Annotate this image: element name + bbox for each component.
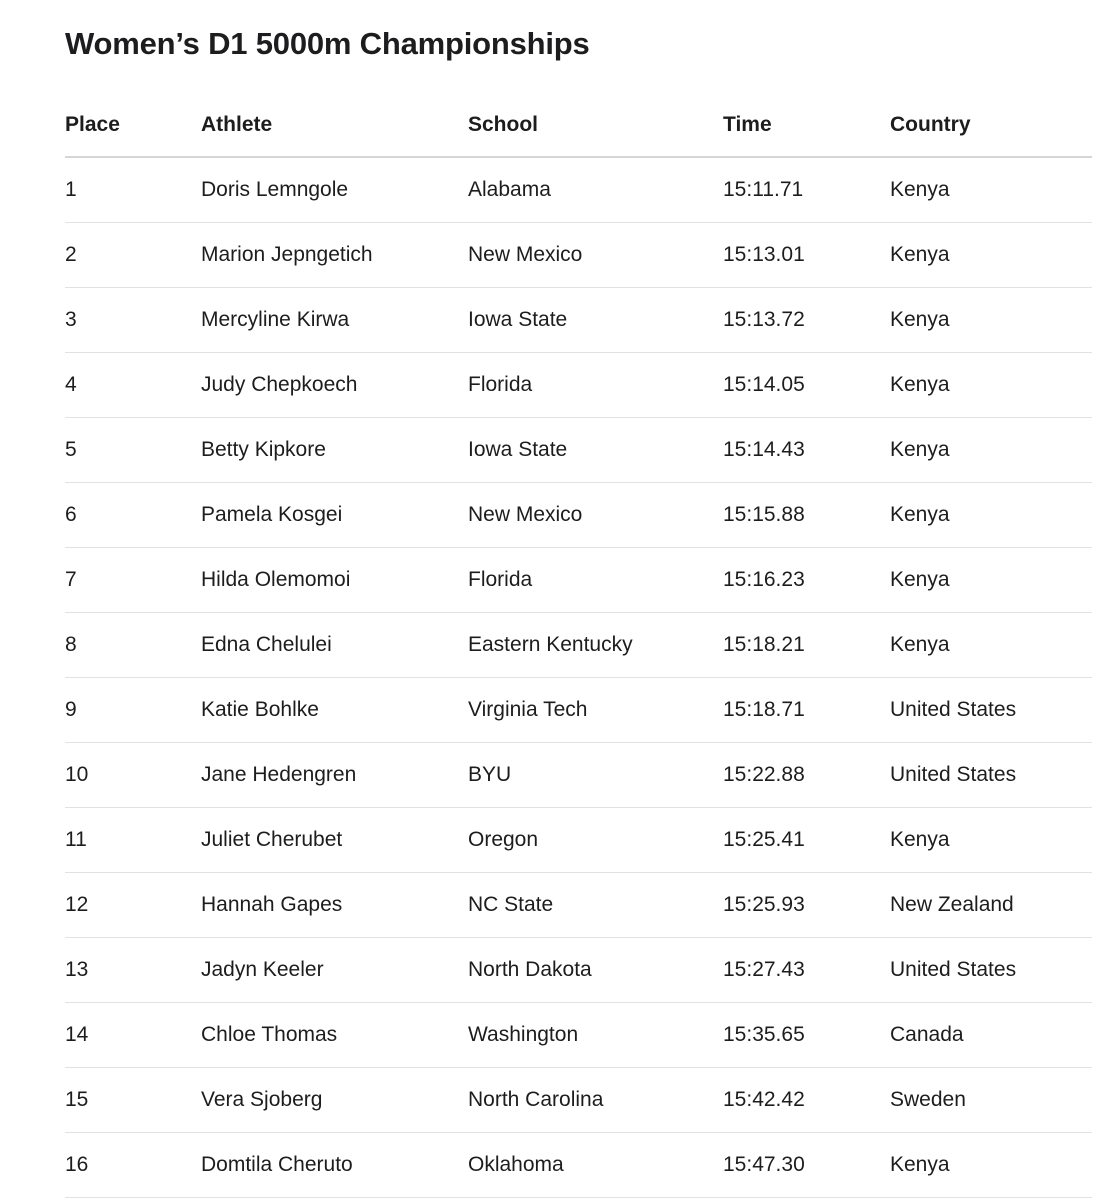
cell-school: Iowa State bbox=[468, 418, 723, 483]
cell-school: Virginia Tech bbox=[468, 678, 723, 743]
cell-place: 4 bbox=[65, 353, 201, 418]
cell-country: Kenya bbox=[890, 808, 1092, 873]
cell-athlete: Chloe Thomas bbox=[201, 1003, 468, 1068]
cell-time: 15:47.30 bbox=[723, 1133, 890, 1198]
column-header-athlete: Athlete bbox=[201, 93, 468, 157]
results-table bbox=[65, 93, 1092, 1198]
cell-school: BYU bbox=[468, 743, 723, 808]
cell-place: 6 bbox=[65, 483, 201, 548]
cell-country: United States bbox=[890, 938, 1092, 1003]
cell-place: 8 bbox=[65, 613, 201, 678]
cell-time: 15:13.72 bbox=[723, 288, 890, 353]
cell-country: Kenya bbox=[890, 353, 1092, 418]
table-row bbox=[65, 288, 1092, 353]
cell-place: 5 bbox=[65, 418, 201, 483]
table-row bbox=[65, 1133, 1092, 1198]
cell-place: 11 bbox=[65, 808, 201, 873]
cell-athlete: Marion Jepngetich bbox=[201, 223, 468, 288]
table-row bbox=[65, 743, 1092, 808]
page-title: Women’s D1 5000m Championships bbox=[65, 26, 590, 61]
cell-country: New Zealand bbox=[890, 873, 1092, 938]
cell-athlete: Katie Bohlke bbox=[201, 678, 468, 743]
cell-country: Kenya bbox=[890, 548, 1092, 613]
cell-place: 3 bbox=[65, 288, 201, 353]
cell-country: Kenya bbox=[890, 1133, 1092, 1198]
cell-time: 15:25.41 bbox=[723, 808, 890, 873]
cell-time: 15:42.42 bbox=[723, 1068, 890, 1133]
cell-school: NC State bbox=[468, 873, 723, 938]
column-header-school: School bbox=[468, 93, 723, 157]
column-header-country: Country bbox=[890, 93, 1092, 157]
cell-time: 15:14.43 bbox=[723, 418, 890, 483]
table-row bbox=[65, 808, 1092, 873]
cell-place: 15 bbox=[65, 1068, 201, 1133]
cell-school: New Mexico bbox=[468, 483, 723, 548]
cell-school: Alabama bbox=[468, 157, 723, 223]
cell-country: Kenya bbox=[890, 288, 1092, 353]
table-row bbox=[65, 1068, 1092, 1133]
cell-country: Kenya bbox=[890, 418, 1092, 483]
cell-place: 2 bbox=[65, 223, 201, 288]
cell-time: 15:27.43 bbox=[723, 938, 890, 1003]
cell-athlete: Edna Chelulei bbox=[201, 613, 468, 678]
table-row bbox=[65, 548, 1092, 613]
cell-country: Kenya bbox=[890, 223, 1092, 288]
cell-place: 12 bbox=[65, 873, 201, 938]
table-header bbox=[65, 93, 1092, 157]
table-row bbox=[65, 418, 1092, 483]
cell-time: 15:11.71 bbox=[723, 157, 890, 223]
cell-place: 10 bbox=[65, 743, 201, 808]
table-row bbox=[65, 678, 1092, 743]
table-row bbox=[65, 613, 1092, 678]
cell-athlete: Hannah Gapes bbox=[201, 873, 468, 938]
cell-time: 15:15.88 bbox=[723, 483, 890, 548]
cell-country: Kenya bbox=[890, 613, 1092, 678]
cell-athlete: Juliet Cherubet bbox=[201, 808, 468, 873]
cell-place: 1 bbox=[65, 157, 201, 223]
cell-time: 15:35.65 bbox=[723, 1003, 890, 1068]
cell-country: Kenya bbox=[890, 157, 1092, 223]
cell-country: Sweden bbox=[890, 1068, 1092, 1133]
cell-time: 15:14.05 bbox=[723, 353, 890, 418]
cell-time: 15:13.01 bbox=[723, 223, 890, 288]
cell-place: 9 bbox=[65, 678, 201, 743]
cell-time: 15:18.21 bbox=[723, 613, 890, 678]
cell-school: New Mexico bbox=[468, 223, 723, 288]
cell-place: 7 bbox=[65, 548, 201, 613]
table-row bbox=[65, 157, 1092, 223]
cell-athlete: Mercyline Kirwa bbox=[201, 288, 468, 353]
cell-school: Florida bbox=[468, 353, 723, 418]
cell-school: Iowa State bbox=[468, 288, 723, 353]
cell-country: United States bbox=[890, 743, 1092, 808]
cell-country: Kenya bbox=[890, 483, 1092, 548]
cell-school: Oregon bbox=[468, 808, 723, 873]
cell-athlete: Betty Kipkore bbox=[201, 418, 468, 483]
cell-place: 14 bbox=[65, 1003, 201, 1068]
cell-school: North Dakota bbox=[468, 938, 723, 1003]
table-row bbox=[65, 1003, 1092, 1068]
cell-time: 15:25.93 bbox=[723, 873, 890, 938]
cell-place: 16 bbox=[65, 1133, 201, 1198]
table-row bbox=[65, 873, 1092, 938]
cell-country: Canada bbox=[890, 1003, 1092, 1068]
cell-athlete: Jadyn Keeler bbox=[201, 938, 468, 1003]
cell-athlete: Domtila Cheruto bbox=[201, 1133, 468, 1198]
cell-time: 15:18.71 bbox=[723, 678, 890, 743]
cell-athlete: Doris Lemngole bbox=[201, 157, 468, 223]
cell-athlete: Jane Hedengren bbox=[201, 743, 468, 808]
table-row bbox=[65, 938, 1092, 1003]
header-row bbox=[65, 93, 1092, 157]
cell-time: 15:22.88 bbox=[723, 743, 890, 808]
cell-athlete: Vera Sjoberg bbox=[201, 1068, 468, 1133]
cell-country: United States bbox=[890, 678, 1092, 743]
cell-school: Washington bbox=[468, 1003, 723, 1068]
table-row bbox=[65, 483, 1092, 548]
cell-school: Oklahoma bbox=[468, 1133, 723, 1198]
cell-time: 15:16.23 bbox=[723, 548, 890, 613]
cell-school: North Carolina bbox=[468, 1068, 723, 1133]
table-row bbox=[65, 353, 1092, 418]
column-header-place: Place bbox=[65, 93, 201, 157]
table-body bbox=[65, 157, 1092, 1198]
cell-athlete: Pamela Kosgei bbox=[201, 483, 468, 548]
column-header-time: Time bbox=[723, 93, 890, 157]
cell-athlete: Hilda Olemomoi bbox=[201, 548, 468, 613]
cell-athlete: Judy Chepkoech bbox=[201, 353, 468, 418]
table-row bbox=[65, 223, 1092, 288]
cell-school: Florida bbox=[468, 548, 723, 613]
cell-place: 13 bbox=[65, 938, 201, 1003]
cell-school: Eastern Kentucky bbox=[468, 613, 723, 678]
